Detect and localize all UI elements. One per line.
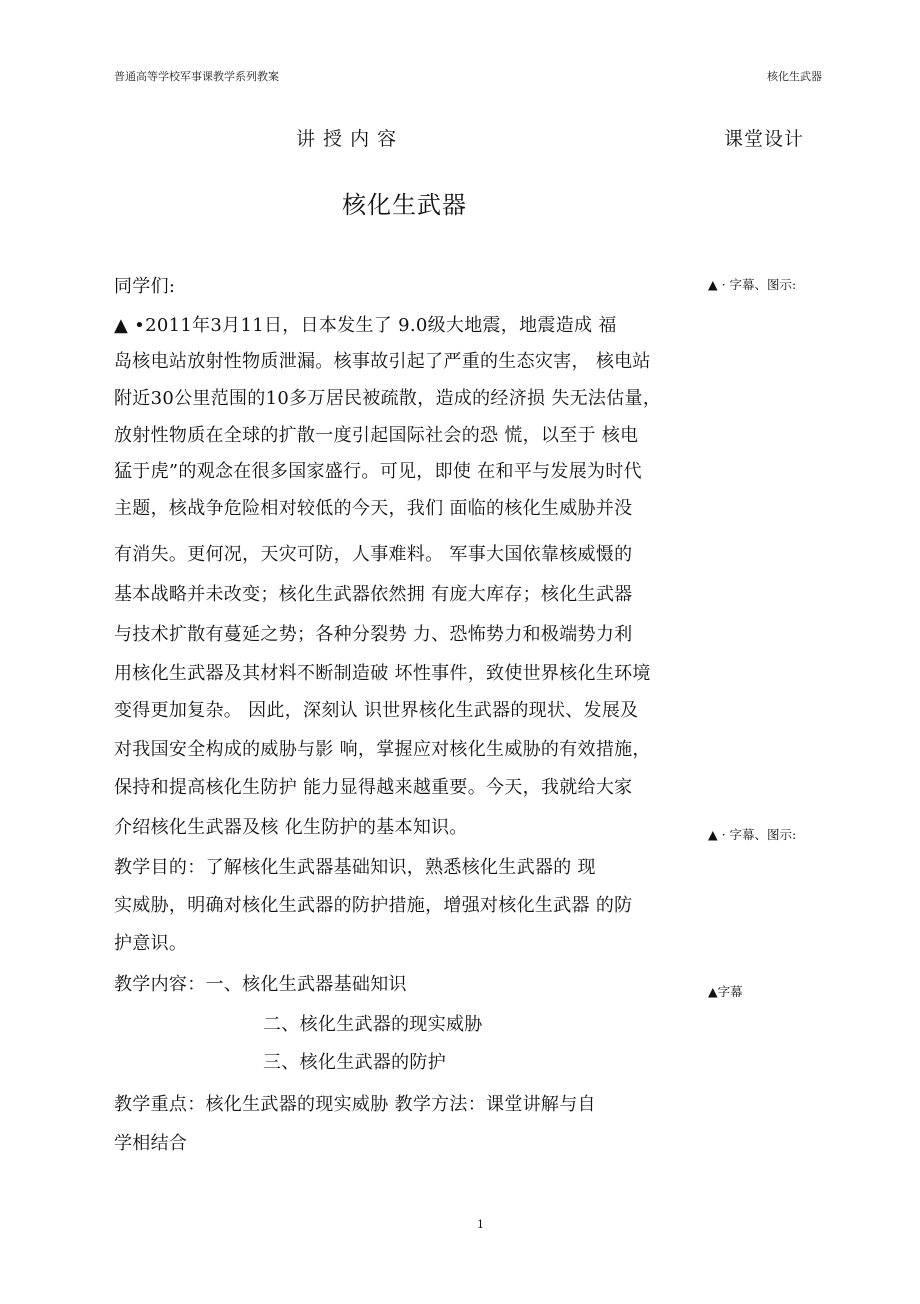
body-line: 三、核化生武器的防护 <box>263 1052 446 1073</box>
body-line: 基本战略并未改变；核化生武器依然拥 有庞大库存；核化生武器 <box>114 584 633 605</box>
body-line: 猛于虎”的观念在很多国家盛行。可见，即使 在和平与发展为时代 <box>114 461 642 482</box>
body-line: 护意识。 <box>114 933 188 954</box>
body-line: 学相结合 <box>114 1133 188 1154</box>
header-right: 核化生武器 <box>767 70 822 83</box>
header-left: 普通高等学校军事课教学系列教案 <box>114 70 279 83</box>
body-line: 对我国安全构成的威胁与影 响，掌握应对核化生威胁的有效措施， <box>114 739 651 760</box>
body-line: 附近30公里范围的10多万居民被疏散，造成的经济损 失无法估量， <box>114 388 662 409</box>
column-heading-content: 讲 授 内 容 <box>296 128 398 150</box>
body-line: 变得更加复杂。 因此，深刻认 识世界核化生武器的现状、发展及 <box>114 700 639 721</box>
body-line: 教学目的：了解核化生武器基础知识，熟悉核化生武器的 现 <box>114 857 596 878</box>
body-line: 用核化生武器及其材料不断制造破 坏性事件，致使世界核化生环境 <box>114 663 651 684</box>
design-note: ▲ · 字幕、图示: <box>708 827 797 842</box>
body-line: 与技术扩散有蔓延之势；各种分裂势 力、恐怖势力和极端势力利 <box>114 624 633 645</box>
body-line: 实威胁，明确对核化生武器的防护措施，增强对核化生武器 的防 <box>114 895 633 916</box>
page-number: 1 <box>477 1218 484 1231</box>
body-line: 有消失。更何况，天灾可防，人事难料。 军事大国依靠核威慑的 <box>114 544 633 565</box>
body-line: 主题，核战争危险相对较低的今天，我们 面临的核化生威胁并没 <box>114 498 633 519</box>
page-title: 核化生武器 <box>342 191 467 219</box>
body-line: 岛核电站放射性物质泄漏。核事故引起了严重的生态灾害， 核电站 <box>114 351 651 372</box>
body-line: 教学内容：一、核化生武器基础知识 <box>114 974 407 995</box>
body-line: 保持和提高核化生防护 能力显得越来越重要。今天，我就给大家 <box>114 777 633 798</box>
body-line: 教学重点：核化生武器的现实威胁 教学方法：课堂讲解与自 <box>114 1094 596 1115</box>
body-line: 同学们: <box>114 276 176 297</box>
body-line: ▲ •2011年3月11日，日本发生了 9.0级大地震，地震造成 福 <box>114 315 617 336</box>
body-line: 放射性物质在全球的扩散一度引起国际社会的恐 慌，以至于 核电 <box>114 425 639 446</box>
body-line: 介绍核化生武器及核 化生防护的基本知识。 <box>114 817 468 838</box>
design-note: ▲ · 字幕、图示: <box>708 277 797 292</box>
column-heading-design: 课堂设计 <box>724 128 805 150</box>
body-line: 二、核化生武器的现实威胁 <box>263 1014 483 1035</box>
design-note: ▲字幕 <box>708 984 743 999</box>
